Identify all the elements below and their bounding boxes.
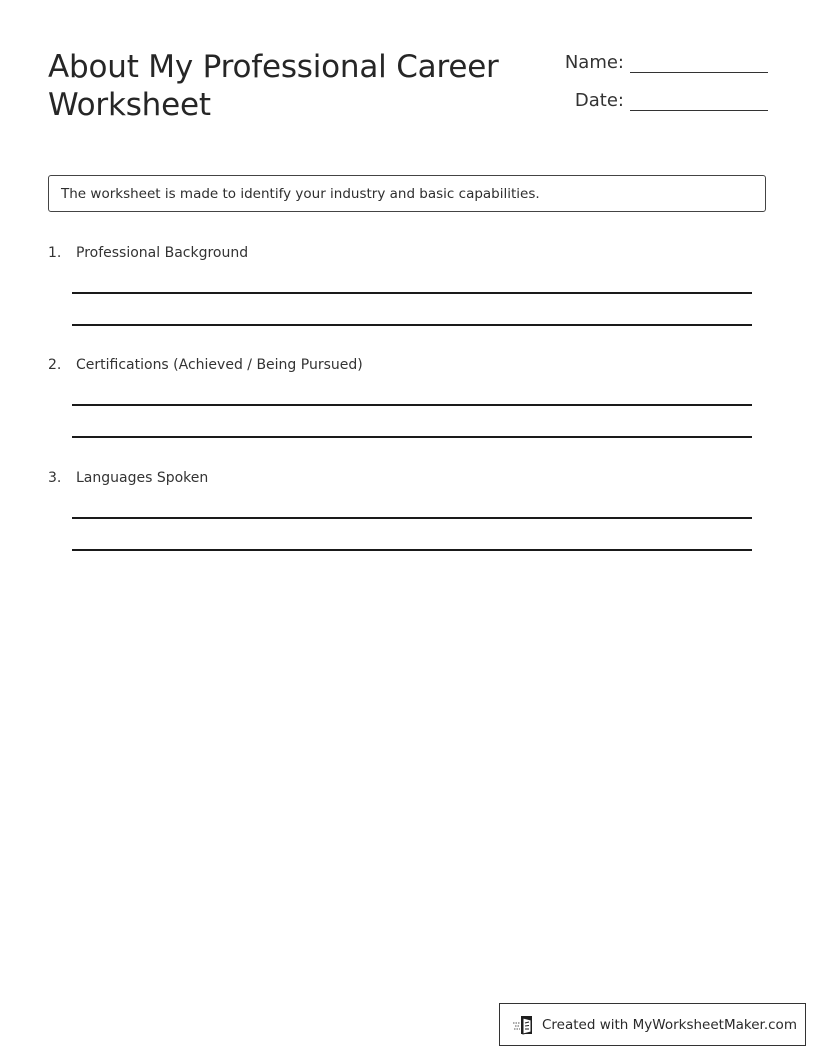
instructions-text: The worksheet is made to identify your industry and basic capabilities. (61, 185, 540, 202)
answer-line[interactable] (72, 549, 752, 551)
created-with-text: Created with MyWorksheetMaker.com (542, 1016, 797, 1033)
name-label: Name: (564, 52, 624, 73)
answer-line[interactable] (72, 324, 752, 326)
instructions-box (48, 175, 766, 212)
question-number: 3. (48, 470, 62, 486)
question-text: Professional Background (76, 245, 249, 261)
answer-line[interactable] (72, 404, 752, 406)
worksheet-maker-logo-icon (512, 1014, 536, 1036)
date-label: Date: (574, 90, 624, 111)
answer-line[interactable] (72, 292, 752, 294)
answer-line[interactable] (72, 436, 752, 438)
question-text: Certifications (Achieved / Being Pursued) (76, 357, 363, 373)
question-1 (48, 244, 752, 262)
question-3 (48, 469, 752, 487)
question-text: Languages Spoken (76, 470, 209, 486)
created-with-badge[interactable] (499, 1003, 806, 1046)
worksheet-title: About My Professional Career Worksheet (48, 49, 499, 123)
name-input-line[interactable] (630, 72, 768, 73)
answer-line[interactable] (72, 517, 752, 519)
question-2 (48, 356, 752, 374)
date-input-line[interactable] (630, 110, 768, 111)
date-field-row (575, 89, 768, 113)
question-number: 1. (48, 245, 62, 261)
question-number: 2. (48, 357, 62, 373)
name-field-row (565, 51, 768, 75)
